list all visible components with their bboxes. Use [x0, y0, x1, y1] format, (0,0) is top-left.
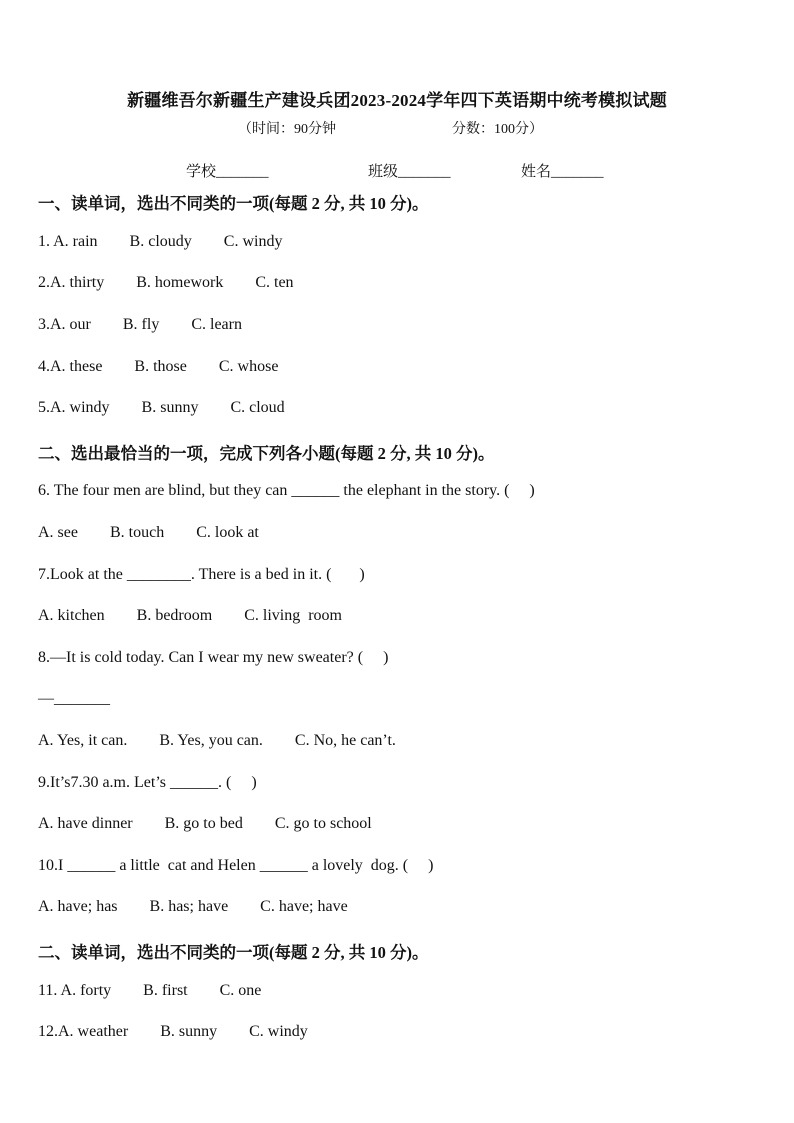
options-line: A. Yes, it can. B. Yes, you can. C. No, he can’t.	[38, 732, 396, 749]
section-heading: 一、读单词，选出不同类的一项(每题 2 分, 共 10 分)。	[38, 194, 429, 213]
question-line: 7.Look at the ________. There is a bed in it. ( )	[38, 566, 365, 583]
question-line: 5.A. windy B. sunny C. cloud	[38, 399, 285, 416]
class-field: 班级_______	[368, 164, 451, 180]
question-line: 1. A. rain B. cloudy C. windy	[38, 233, 283, 250]
exam-title: 新疆维吾尔新疆生产建设兵团2023-2024学年四下英语期中统考模拟试题	[127, 91, 667, 110]
question-line: 3.A. our B. fly C. learn	[38, 316, 242, 333]
question-line: 11. A. forty B. first C. one	[38, 982, 262, 999]
student-info	[0, 160, 794, 180]
answer-blank-line: —_______	[38, 690, 110, 707]
section-heading: 二、选出最恰当的一项，完成下列各小题(每题 2 分, 共 10 分)。	[38, 444, 495, 463]
question-line: 2.A. thirty B. homework C. ten	[38, 274, 294, 291]
name-field: 姓名_______	[521, 164, 604, 180]
exam-time: （时间：90分钟	[238, 122, 336, 137]
question-line: 9.It’s7.30 a.m. Let’s ______. ( )	[38, 774, 257, 791]
question-line: 4.A. these B. those C. whose	[38, 358, 279, 375]
exam-score: 分数：100分）	[452, 122, 543, 137]
question-line: 6. The four men are blind, but they can ______ the elephant in the story. ( )	[38, 482, 535, 499]
question-line: 8.—It is cold today. Can I wear my new sweater? ( )	[38, 649, 389, 666]
section-heading: 二、读单词，选出不同类的一项(每题 2 分, 共 10 分)。	[38, 943, 429, 962]
options-line: A. have; has B. has; have C. have; have	[38, 898, 348, 915]
exam-meta	[0, 118, 794, 138]
question-line: 10.I ______ a little cat and Helen ______ a lovely dog. ( )	[38, 857, 434, 874]
question-line: 12.A. weather B. sunny C. windy	[38, 1023, 308, 1040]
options-line: A. kitchen B. bedroom C. living room	[38, 607, 342, 624]
options-line: A. see B. touch C. look at	[38, 524, 259, 541]
options-line: A. have dinner B. go to bed C. go to school	[38, 815, 372, 832]
school-field: 学校_______	[186, 164, 269, 180]
